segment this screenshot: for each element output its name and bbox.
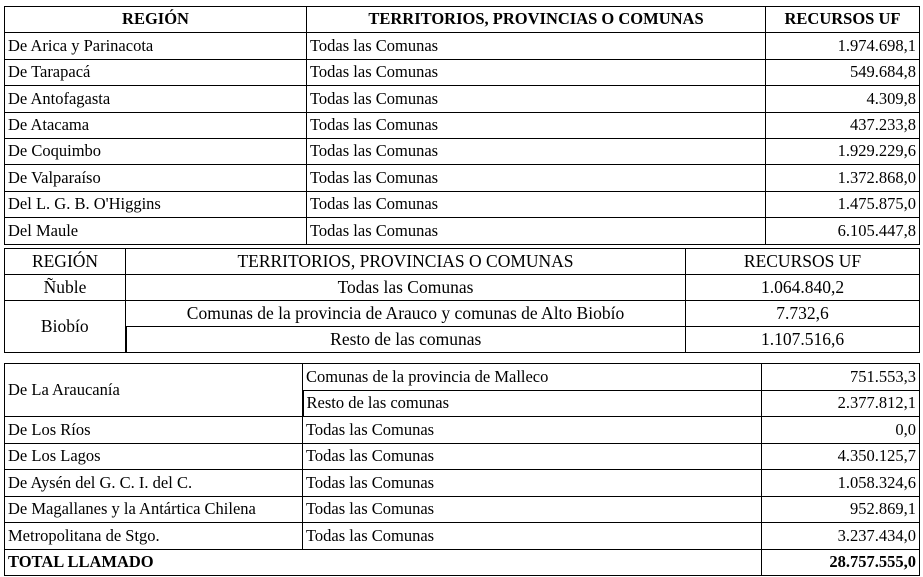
region-cell: De Antofagasta bbox=[5, 86, 307, 112]
region-cell: Del Maule bbox=[5, 218, 307, 244]
table-row bbox=[5, 523, 920, 550]
uf-cell: 6.105.447,8 bbox=[766, 218, 920, 244]
territory-cell: Todas las Comunas bbox=[307, 138, 766, 164]
territory-cell: Todas las Comunas bbox=[303, 443, 762, 470]
uf-cell: 1.058.324,6 bbox=[762, 470, 920, 497]
header-region: REGIÓN bbox=[5, 249, 126, 275]
table-row bbox=[5, 218, 920, 244]
region-cell: Ñuble bbox=[5, 275, 126, 301]
table-row bbox=[5, 33, 920, 59]
uf-cell: 7.732,6 bbox=[686, 301, 920, 327]
territory-cell: Comunas de la provincia de Arauco y comunas de Alto Biobío bbox=[126, 301, 686, 327]
region-cell: De La Araucanía bbox=[5, 364, 303, 417]
region-cell: De Atacama bbox=[5, 112, 307, 138]
territory-cell: Todas las Comunas bbox=[126, 275, 686, 301]
territory-cell: Todas las Comunas bbox=[307, 59, 766, 85]
territory-cell: Todas las Comunas bbox=[307, 86, 766, 112]
region-cell: Biobío bbox=[5, 301, 126, 353]
total-label: TOTAL LLAMADO bbox=[5, 549, 762, 576]
region-cell: De Los Ríos bbox=[5, 417, 303, 444]
uf-cell: 2.377.812,1 bbox=[762, 390, 920, 417]
uf-cell: 952.869,1 bbox=[762, 496, 920, 523]
header-territory: TERRITORIOS, PROVINCIAS O COMUNAS bbox=[307, 7, 766, 33]
territory-cell: Todas las Comunas bbox=[303, 470, 762, 497]
uf-cell: 1.107.516,6 bbox=[686, 327, 920, 353]
table-row bbox=[5, 191, 920, 217]
table-row bbox=[5, 138, 920, 164]
table-row bbox=[5, 327, 920, 353]
uf-cell: 1.929.229,6 bbox=[766, 138, 920, 164]
uf-cell: 1.372.868,0 bbox=[766, 165, 920, 191]
region-cell: De Valparaíso bbox=[5, 165, 307, 191]
region-cell: Metropolitana de Stgo. bbox=[5, 523, 303, 550]
region-cell: Del L. G. B. O'Higgins bbox=[5, 191, 307, 217]
region-cell: De Los Lagos bbox=[5, 443, 303, 470]
total-value: 28.757.555,0 bbox=[762, 549, 920, 576]
territory-cell: Todas las Comunas bbox=[303, 523, 762, 550]
uf-cell: 549.684,8 bbox=[766, 59, 920, 85]
territory-cell: Resto de las comunas bbox=[126, 327, 686, 353]
table-row bbox=[5, 112, 920, 138]
region-cell: De Arica y Parinacota bbox=[5, 33, 307, 59]
regions-table-top bbox=[4, 6, 920, 245]
uf-cell: 4.350.125,7 bbox=[762, 443, 920, 470]
territory-cell: Todas las Comunas bbox=[307, 165, 766, 191]
territory-cell: Todas las Comunas bbox=[307, 218, 766, 244]
territory-cell: Todas las Comunas bbox=[303, 496, 762, 523]
territory-cell: Comunas de la provincia de Malleco bbox=[303, 364, 762, 391]
territory-cell: Todas las Comunas bbox=[307, 33, 766, 59]
uf-cell: 4.309,8 bbox=[766, 86, 920, 112]
table-row bbox=[5, 364, 920, 391]
uf-cell: 1.064.840,2 bbox=[686, 275, 920, 301]
region-cell: De Tarapacá bbox=[5, 59, 307, 85]
uf-cell: 0,0 bbox=[762, 417, 920, 444]
region-cell: De Aysén del G. C. I. del C. bbox=[5, 470, 303, 497]
uf-cell: 751.553,3 bbox=[762, 364, 920, 391]
uf-cell: 1.475.875,0 bbox=[766, 191, 920, 217]
header-resources: RECURSOS UF bbox=[766, 7, 920, 33]
table-row bbox=[5, 470, 920, 497]
regions-table-middle bbox=[4, 248, 920, 353]
regions-table-bottom bbox=[4, 363, 920, 576]
header-territory: TERRITORIOS, PROVINCIAS O COMUNAS bbox=[126, 249, 686, 275]
territory-cell: Todas las Comunas bbox=[303, 417, 762, 444]
table-row bbox=[5, 86, 920, 112]
table-row bbox=[5, 165, 920, 191]
territory-cell: Todas las Comunas bbox=[307, 191, 766, 217]
table-header-row bbox=[5, 7, 920, 33]
region-cell: De Magallanes y la Antártica Chilena bbox=[5, 496, 303, 523]
territory-cell: Resto de las comunas bbox=[303, 390, 762, 417]
table-row bbox=[5, 496, 920, 523]
table-header-row bbox=[5, 249, 920, 275]
table-row bbox=[5, 443, 920, 470]
table-row bbox=[5, 59, 920, 85]
territory-cell: Todas las Comunas bbox=[307, 112, 766, 138]
uf-cell: 1.974.698,1 bbox=[766, 33, 920, 59]
uf-cell: 3.237.434,0 bbox=[762, 523, 920, 550]
region-cell: De Coquimbo bbox=[5, 138, 307, 164]
total-row bbox=[5, 549, 920, 576]
header-region: REGIÓN bbox=[5, 7, 307, 33]
table-row bbox=[5, 301, 920, 327]
header-resources: RECURSOS UF bbox=[686, 249, 920, 275]
table-row bbox=[5, 417, 920, 444]
uf-cell: 437.233,8 bbox=[766, 112, 920, 138]
table-row bbox=[5, 275, 920, 301]
